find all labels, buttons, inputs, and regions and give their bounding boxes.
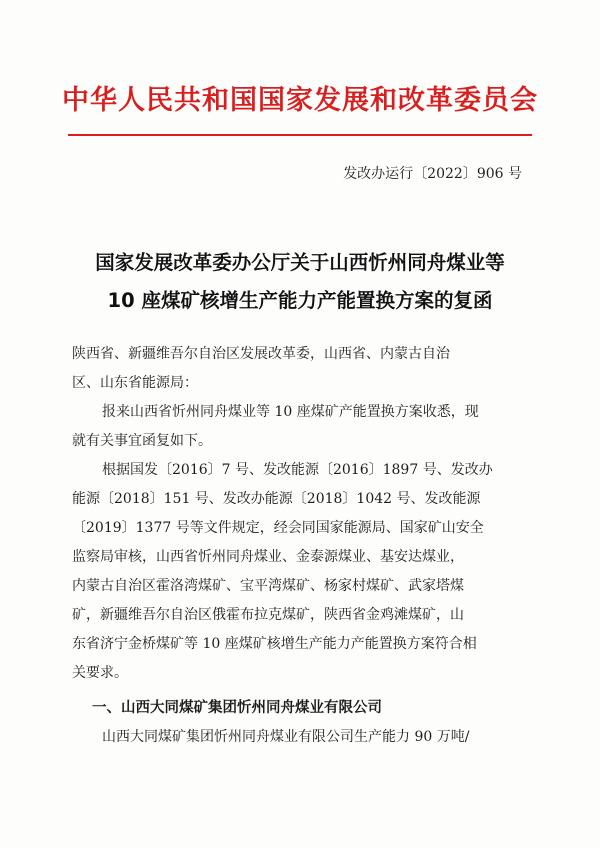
paragraph-2-line: 能源〔2018〕151 号、发改办能源〔2018〕1042 号、发改能源 (72, 491, 481, 507)
addressee-line: 区、山东省能源局： (72, 375, 198, 391)
paragraph-1-line: 报来山西省忻州同舟煤业等 10 座煤矿产能置换方案收悉，现 (102, 404, 479, 420)
paragraph-2-line: 内蒙古自治区霍洛湾煤矿、宝平湾煤矿、杨家村煤矿、武家塔煤 (72, 578, 464, 594)
addressee-line: 陕西省、新疆维吾尔自治区发展改革委，山西省、内蒙古自治 (72, 346, 450, 362)
paragraph-2-line: 〔2019〕1377 号等文件规定，经会同国家能源局、国家矿山安全 (72, 520, 484, 536)
title-line-2: 10 座煤矿核增生产能力产能置换方案的复函 (107, 289, 493, 312)
paragraph-2-line: 根据国发〔2016〕7 号、发改能源〔2016〕1897 号、发改办 (102, 462, 493, 478)
document-title (0, 244, 600, 320)
document-number: 发改办运行〔2022〕906 号 (343, 166, 522, 182)
section-1-heading: 一、山西大同煤矿集团忻州同舟煤业有限公司 (92, 700, 382, 716)
paragraph-1-line: 就有关事宜函复如下。 (72, 433, 212, 449)
red-divider-line (68, 134, 532, 136)
issuing-organization: 中华人民共和国国家发展和改革委员会 (62, 85, 538, 116)
paragraph-2-line: 关要求。 (72, 665, 128, 681)
title-line-1: 国家发展改革委办公厅关于山西忻州同舟煤业等 (95, 251, 505, 274)
paragraph-2-line: 监察局审核，山西省忻州同舟煤业、金泰源煤业、基安达煤业， (72, 549, 464, 565)
paragraph-2-line: 东省济宁金桥煤矿等 10 座煤矿核增生产能力产能置换方案符合相 (72, 636, 477, 652)
paragraph-2-line: 矿，新疆维吾尔自治区俄霍布拉克煤矿，陕西省金鸡滩煤矿，山 (72, 607, 464, 623)
document-body (72, 340, 530, 752)
section-1-text-line: 山西大同煤矿集团忻州同舟煤业有限公司生产能力 90 万吨/ (102, 729, 470, 745)
